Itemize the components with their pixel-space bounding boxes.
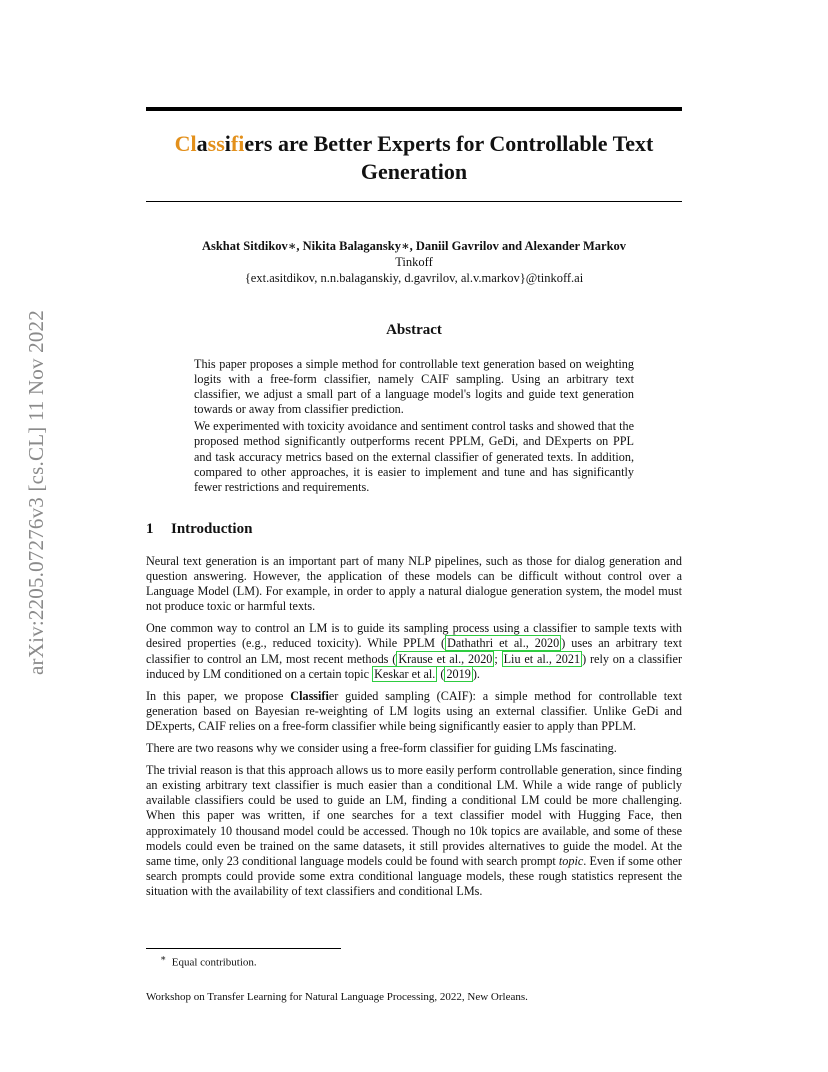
abstract-body (194, 357, 634, 497)
body-paragraph: Neural text generation is an important part of many NLP pipelines, such as those for dialog generation and question answering. However, the application of these models can be difficult without control over a Language Model (LM). For example, in order to apply a natural dialogue generation system, the model must not produce toxic or harmful texts. (146, 554, 682, 614)
footnote-rule (146, 948, 341, 949)
title-top-rule (146, 107, 682, 111)
title-line-2: Generation (360, 159, 468, 184)
abstract-paragraph: We experimented with toxicity avoidance and sentiment control tasks and showed that the proposed method significantly outperforms recent PPLM, GeDi, and DExperts on PPL and task accuracy metrics based on the external classifier of generated texts. In addition, compared to other approaches, it is easier to implement and tune and has significantly fewer restrictions and requirements. (194, 419, 634, 494)
body-paragraph (146, 621, 682, 681)
title-highlight: Cl (174, 131, 197, 156)
author-emails: {ext.asitdikov, n.n.balaganskiy, d.gavrilov, al.v.markov}@tinkoff.ai (244, 271, 584, 285)
text-run: er guided sampling (CAIF): a simple method for controllable text generation based on Bayesian re-weighting of LM logits using an external classifier. Unlike GeDi and DExperts, CAIF relies on a free-form classifier while being significantly easier to apply than PPLM. (146, 688, 682, 733)
title-bottom-rule (146, 201, 682, 202)
citation-link[interactable]: Krause et al., 2020 (398, 651, 493, 666)
section-number: 1 (146, 521, 154, 537)
citation-link[interactable]: Dathathri et al., 2020 (447, 636, 560, 651)
text-run: ; (494, 651, 502, 666)
title-highlight: ss (207, 131, 225, 156)
section-heading (146, 520, 446, 538)
italic-term: topic (558, 853, 584, 868)
title-rest: ers are Better Experts for Controllable Text (244, 131, 654, 156)
abstract-heading: Abstract (386, 322, 442, 338)
bold-term: Classifi (290, 688, 329, 703)
text-run: ( (437, 666, 445, 681)
arxiv-sidebar (24, 284, 48, 675)
text-run: ) uses an arbitrary text classifier to control an LM, most recent methods ( (146, 636, 683, 666)
body-paragraph: There are two reasons why we consider using a free-form classifier for guiding LMs fascinating. (146, 741, 617, 756)
footnote-mark: ∗ (160, 953, 167, 963)
affiliation: Tinkoff (395, 255, 433, 269)
title-highlight: fi (230, 131, 245, 156)
abstract-paragraph: This paper proposes a simple method for controllable text generation based on weighting logits with a free-form classifier, namely CAIF sampling. Using an arbitrary text classifier, we adjust a small part of a language model's logits and guide text generation towards or away from classifier prediction. (194, 357, 634, 417)
paper-title (146, 130, 682, 186)
author-names: Askhat Sitdikov∗, Nikita Balagansky∗, Daniil Gavrilov and Alexander Markov (201, 239, 627, 253)
venue-note: Workshop on Transfer Learning for Natural Language Processing, 2022, New Orleans. (146, 991, 528, 1003)
text-run: One common way to control an LM is to guide its sampling process using a classifier to sample texts with desired properties (e.g., reduced toxicity). While PPLM ( (146, 621, 682, 651)
title-plain: i (224, 131, 231, 156)
body-paragraph (146, 689, 682, 734)
text-run: ) rely on a classifier induced by LM conditioned on a certain topic (146, 651, 683, 681)
citation-link[interactable]: Liu et al., 2021 (503, 651, 581, 666)
section-body (146, 554, 682, 906)
section-title: Introduction (171, 521, 253, 537)
body-paragraph (146, 763, 682, 899)
citation-link[interactable]: Keskar et al. (374, 666, 436, 681)
citation-link[interactable]: 2019 (446, 666, 471, 681)
text-run: The trivial reason is that this approach allows us to more easily perform controllable generation, since finding an existing arbitrary text classifier is much easier than a conditional LM. While a wide range of publicly available classifiers could be used to guide an LM, finding a conditional LM could be more challenging. When this paper was written, if one searches for a text classifier model with Hugging Face, then approximately 10 thousand model could be accessed. Though no 10k topics are available, and some of these models could even be trained on the same datasets, it still provides alternatives to guide the model. At the same time, only 23 conditional language models could be found with search prompt (146, 763, 682, 868)
text-run: In this paper, we propose (146, 688, 291, 703)
text-run: . Even if some other search prompts could provide some extra conditional language models, these rough statistics represent the situation with the availability of text classifiers and conditional LMs. (146, 853, 682, 898)
arxiv-identifier: arXiv:2205.07276v3 [cs.CL] 11 Nov 2022 (24, 310, 48, 675)
title-plain: a (196, 131, 208, 156)
footnote (160, 952, 257, 970)
footnote-text: Equal contribution. (171, 956, 257, 969)
author-block (146, 238, 682, 286)
text-run: ). (472, 666, 480, 681)
